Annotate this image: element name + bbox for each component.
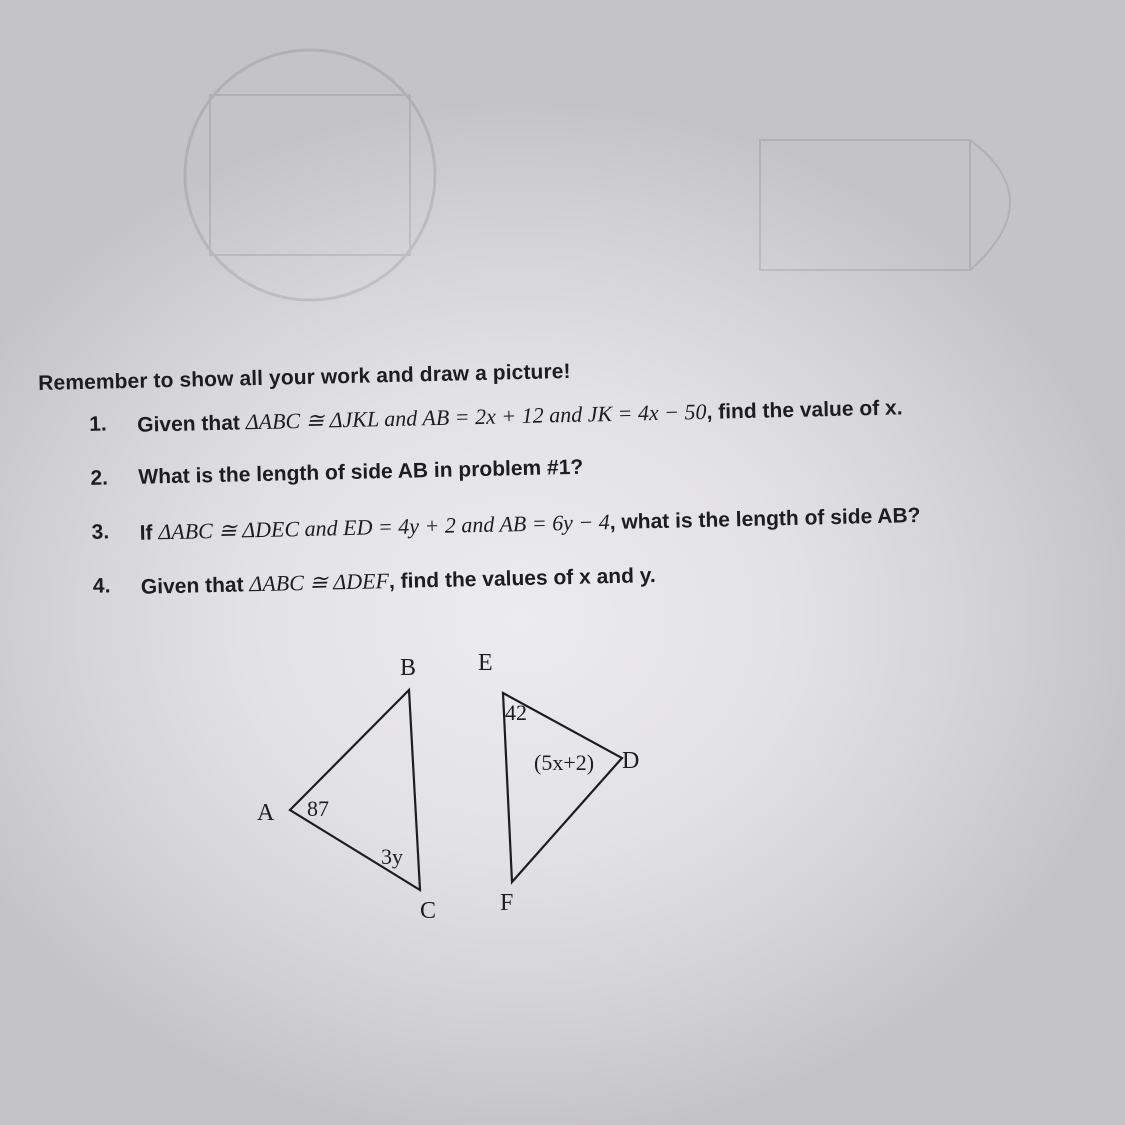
problem-text: If ΔABC ≅ ΔDEC and ED = 4y + 2 and AB = 6y − 4, what is the length of side AB? bbox=[139, 504, 921, 545]
vertex-label-e: E bbox=[478, 650, 493, 676]
vertex-label-f: F bbox=[500, 890, 514, 916]
problem-text: Given that ΔABC ≅ ΔDEF, find the values of x and y. bbox=[140, 564, 656, 599]
angle-a-measure: 87 bbox=[307, 796, 329, 821]
vertex-label-d: D bbox=[622, 748, 640, 774]
vertex-label-a: A bbox=[257, 800, 275, 826]
problem-number: 1. bbox=[88, 412, 107, 436]
problem-text: What is the length of side AB in problem #1? bbox=[138, 455, 584, 489]
math-expression: ΔABC ≅ ΔDEC and ED = 4y + 2 and AB = 6y − 4 bbox=[158, 509, 611, 545]
instructions-heading: Remember to show all your work and draw a picture! bbox=[38, 359, 571, 395]
angle-e-measure: 42 bbox=[505, 700, 527, 725]
angle-c-measure: 3y bbox=[381, 844, 403, 869]
problem-number: 3. bbox=[91, 520, 110, 544]
problem-text: Given that ΔABC ≅ ΔJKL and AB = 2x + 12 and JK = 4x − 50, find the value of x. bbox=[136, 396, 903, 437]
angle-d-measure: (5x+2) bbox=[534, 750, 595, 775]
vertex-label-b: B bbox=[400, 655, 417, 681]
problem-number: 4. bbox=[92, 574, 111, 598]
math-expression: ΔABC ≅ ΔJKL and AB = 2x + 12 and JK = 4x − 50 bbox=[245, 398, 707, 435]
math-expression: ΔABC ≅ ΔDEF bbox=[249, 568, 390, 597]
problem-number: 2. bbox=[90, 466, 109, 490]
vertex-label-c: C bbox=[420, 898, 437, 924]
